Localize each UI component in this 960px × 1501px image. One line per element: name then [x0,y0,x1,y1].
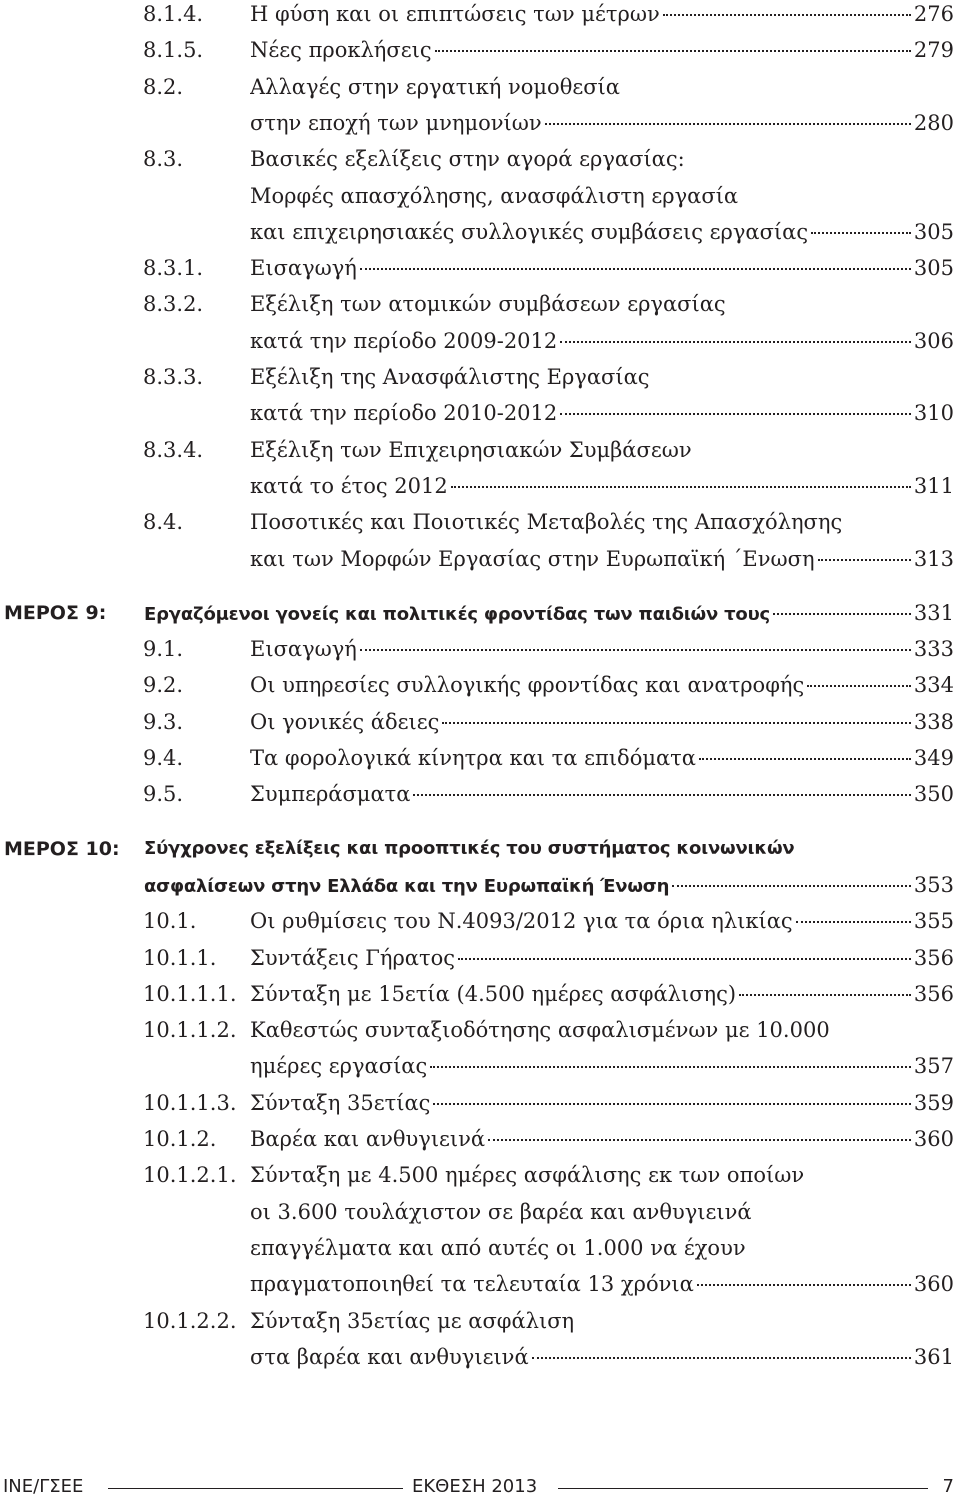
toc-entry-number: 8.3. [143,147,184,172]
toc-entry-row [0,323,960,359]
toc-entry-row [0,214,960,250]
toc-entry-title [250,976,954,1012]
toc-entry-title [250,0,954,32]
toc-entry-number: 9.5. [143,782,184,807]
toc-entry-row [0,1157,960,1193]
toc-entry-row [0,359,960,395]
toc-entry-row [0,395,960,431]
toc-entry-title: Μορφές απασχόλησης, ανασφάλιστη εργασία [250,183,739,208]
toc-part-row [0,831,960,867]
toc-entry-number: 9.4. [143,746,184,770]
toc-entry-number: 8.2. [143,74,184,99]
toc-entry-title [250,631,954,667]
toc-entry-number: 9.1. [143,637,184,662]
toc-dot-leader [697,1284,911,1286]
toc-page-number: 305 [913,256,954,281]
toc-entry-row [0,1085,960,1121]
toc-entry-row [0,740,960,776]
toc-page-number: 306 [913,328,954,353]
toc-entry-title [250,667,954,703]
toc-dot-leader [796,921,911,923]
toc-page-number: 310 [913,401,954,426]
toc-entry-number: 10.1.1.1. [143,981,237,1006]
toc-entry-title: Σύνταξη με 4.500 ημέρες ασφάλισης εκ των οποίων [250,1163,805,1188]
toc-entry-title [250,468,954,504]
toc-entry-number: 8.3.4. [143,437,204,462]
toc-page-number: 359 [913,1090,954,1115]
toc-part-label: ΜΕΡΟΣ 9: [4,601,107,624]
toc-page-number: 313 [913,546,954,571]
toc-dot-leader [430,1066,911,1068]
toc-entry-title: Αλλαγές στην εργατική νομοθεσία [250,74,620,99]
toc-entry-number: 8.1.4. [143,2,204,26]
toc-entry-title-text: Σύνταξη με 15ετία (4.500 ημέρες ασφάλισης) [250,981,737,1006]
toc-entry-title [250,105,954,141]
toc-entry-row [0,286,960,322]
toc-entry-title-text: Βαρέα και ανθυγιεινά [250,1127,486,1151]
toc-entry-row [0,1266,960,1302]
toc-entry-row [0,903,960,939]
toc-entry-title: Ποσοτικές και Ποιοτικές Μεταβολές της Απασχόλησης [250,510,843,535]
toc-page-number: 276 [913,2,954,26]
toc-entry-row [0,1121,960,1157]
toc-entry-row [0,504,960,540]
toc-entry-title-text: και επιχειρησιακές συλλογικές συμβάσεις εργασίας [250,219,809,244]
toc-entry-title: Σύνταξη 35ετίας με ασφάλιση [250,1308,575,1333]
toc-entry-row [0,976,960,1012]
toc-dot-leader [488,1139,911,1141]
toc-entry-number: 9.2. [143,673,184,698]
toc-entry-title: Καθεστώς συνταξιοδότησης ασφαλισμένων με 10.000 [250,1018,830,1043]
toc-entry-title: οι 3.600 τουλάχιστον σε βαρέα και ανθυγιεινά [250,1199,752,1224]
toc-entry-row [0,940,960,976]
toc-page-number: 357 [913,1054,954,1079]
toc-page-number: 280 [913,110,954,135]
toc-dot-leader [532,1357,911,1359]
toc-entry-number: 8.4. [143,510,184,535]
toc-entry-row [0,32,960,68]
footer-rule-right [558,1488,928,1489]
toc-entry-title [250,214,954,250]
toc-entry-row [0,1012,960,1048]
toc-entry-row [0,631,960,667]
toc-dot-leader [360,649,911,651]
toc-entry-title-text: πραγματοποιηθεί τα τελευταία 13 χρόνια [250,1272,694,1297]
toc-page-number: 311 [913,473,954,498]
toc-part-label: ΜΕΡΟΣ 10: [4,837,120,860]
toc-entry-title: Εξέλιξη της Ανασφάλιστης Εργασίας [250,365,650,389]
toc-entry-number: 8.3.1. [143,256,204,281]
toc-entry-title [250,903,954,939]
toc-dot-leader [699,758,911,760]
toc-entry-title-text: κατά το έτος 2012 [250,473,448,498]
toc-entry-title-text: κατά την περίοδο 2009-2012 [250,328,558,353]
toc-entry-row [0,1048,960,1084]
toc-entry-title [250,940,954,976]
toc-dot-leader [433,1103,911,1105]
toc-entry-title-text: Εργαζόμενοι γονείς και πολιτικές φροντίδας των παιδιών τους [144,603,770,625]
toc-page-number: 360 [913,1127,954,1151]
toc-page-number: 349 [913,746,954,770]
toc-dot-leader [560,413,911,415]
toc-entry-row [0,468,960,504]
toc-dot-leader [413,794,910,796]
toc-entry-title-text: ασφαλίσεων στην Ελλάδα και την Ευρωπαϊκή Ένωση [144,875,670,897]
toc-entry-row [0,1194,960,1230]
toc-entry-title-text: Νέες προκλήσεις [250,38,432,63]
toc-entry-title-text: Η φύση και οι επιπτώσεις των μέτρων [250,2,660,26]
toc-entry-title: Βασικές εξελίξεις στην αγορά εργασίας: [250,147,685,172]
toc-entry-row [0,1230,960,1266]
toc-entry-row [0,178,960,214]
toc-entry-title-text: στα βαρέα και ανθυγιεινά [250,1344,529,1369]
toc-entry-row [0,141,960,177]
toc-entry-title [250,395,954,431]
footer-rule-left [108,1488,403,1489]
toc-entry-title-text: Οι γονικές άδειες [250,709,440,734]
toc-entry-title-text: Εισαγωγή [250,256,357,281]
toc-entry-number: 10.1.2. [143,1127,217,1151]
toc-entry-number: 9.3. [143,709,184,734]
toc-entry-title [144,595,954,631]
toc-page-number: 360 [913,1272,954,1297]
toc-entry-title [250,1121,954,1157]
toc-entry-number: 8.3.2. [143,292,204,317]
toc-page-number: 279 [913,38,954,63]
toc-page-number: 350 [913,782,954,807]
toc-page-number: 334 [913,673,954,698]
toc-entry-title [250,323,954,359]
toc-entry-title: Σύγχρονες εξελίξεις και προοπτικές του συστήματος κοινωνικών [144,837,795,859]
footer-publisher: ΙΝΕ/ΓΣΕΕ [3,1476,84,1497]
toc-entry-title [250,541,954,577]
toc-page-number: 333 [913,637,954,662]
toc-entry-title-text: Εισαγωγή [250,637,357,662]
toc-entry-title-text: Οι ρυθμίσεις του Ν.4093/2012 για τα όρια ηλικίας [250,909,793,934]
toc-entry-title-text: Τα φορολογικά κίνητρα και τα επιδόματα [250,746,696,770]
toc-entry-title-text: ημέρες εργασίας [250,1054,428,1079]
toc-entry-title-text: Συντάξεις Γήρατος [250,945,455,970]
toc-page-number: 353 [913,872,954,897]
toc-dot-leader [807,685,911,687]
toc-entry-row [0,432,960,468]
toc-entry-row [0,776,960,812]
toc-entry-title-text: και των Μορφών Εργασίας στην Ευρωπαϊκή ΄Ενωση [250,546,815,571]
toc-entry-row [0,250,960,286]
toc-dot-leader [560,341,911,343]
toc-page-number: 338 [913,709,954,734]
toc-entry-title [144,867,954,903]
toc-entry-number: 8.1.5. [143,38,204,63]
toc-dot-leader [773,613,911,615]
toc-dot-leader [458,958,911,960]
toc-entry-title [250,776,954,812]
toc-entry-row [0,704,960,740]
toc-entry-title-text: Συμπεράσματα [250,782,411,807]
toc-page-number: 305 [913,219,954,244]
toc-entry-title: Εξέλιξη των Επιχειρησιακών Συμβάσεων [250,437,692,462]
toc-page-number: 356 [913,945,954,970]
toc-dot-leader [739,994,911,996]
toc-entry-row [0,0,960,32]
toc-entry-title-text: στην εποχή των μνημονίων [250,110,542,135]
toc-entry-number: 10.1.1. [143,945,217,970]
toc-dot-leader [545,123,911,125]
footer-report-title: ΕΚΘΕΣΗ 2013 [412,1476,538,1497]
toc-entry-title: Εξέλιξη των ατομικών συμβάσεων εργασίας [250,292,726,317]
toc-page-number: 355 [913,909,954,934]
toc-entry-title [250,32,954,68]
toc-entry-title [250,1048,954,1084]
toc-entry-row [0,69,960,105]
footer-page-number: 7 [942,1476,954,1497]
toc-entry-title: επαγγέλματα και από αυτές οι 1.000 να έχουν [250,1235,746,1260]
page-footer [0,1472,960,1501]
toc-entry-title [250,1339,954,1375]
toc-entry-number: 10.1.2.1. [143,1163,237,1188]
toc-entry-number: 10.1.2.2. [143,1308,237,1333]
toc-entry-title [250,250,954,286]
toc-dot-leader [818,559,911,561]
toc-part-row [0,867,960,903]
toc-entry-title-text: Σύνταξη 35ετίας [250,1090,431,1115]
toc-page-number: 356 [913,981,954,1006]
toc-part-row [0,595,960,631]
toc-entry-number: 10.1.1.2. [143,1018,237,1043]
toc-dot-leader [435,50,911,52]
toc-dot-leader [451,486,911,488]
toc-entry-row [0,667,960,703]
toc-entry-number: 8.3.3. [143,365,204,389]
toc-entry-title [250,1266,954,1302]
toc-entry-title-text: Οι υπηρεσίες συλλογικής φροντίδας και ανατροφής [250,673,805,698]
toc-dot-leader [663,14,911,16]
toc-dot-leader [811,232,911,234]
toc-page-number: 361 [913,1344,954,1369]
toc-entry-title-text: κατά την περίοδο 2010-2012 [250,401,558,426]
toc-entry-title [250,1085,954,1121]
toc-entry-title [250,740,954,776]
toc-entry-row [0,1303,960,1339]
toc-entry-title [250,704,954,740]
toc-entry-row [0,541,960,577]
toc-dot-leader [442,722,911,724]
toc-entry-number: 10.1. [143,909,197,934]
toc-entry-number: 10.1.1.3. [143,1090,237,1115]
toc-entry-row [0,105,960,141]
toc-dot-leader [672,885,911,887]
toc-entry-row [0,1339,960,1375]
toc-page-number: 331 [913,600,954,625]
toc-dot-leader [360,268,911,270]
